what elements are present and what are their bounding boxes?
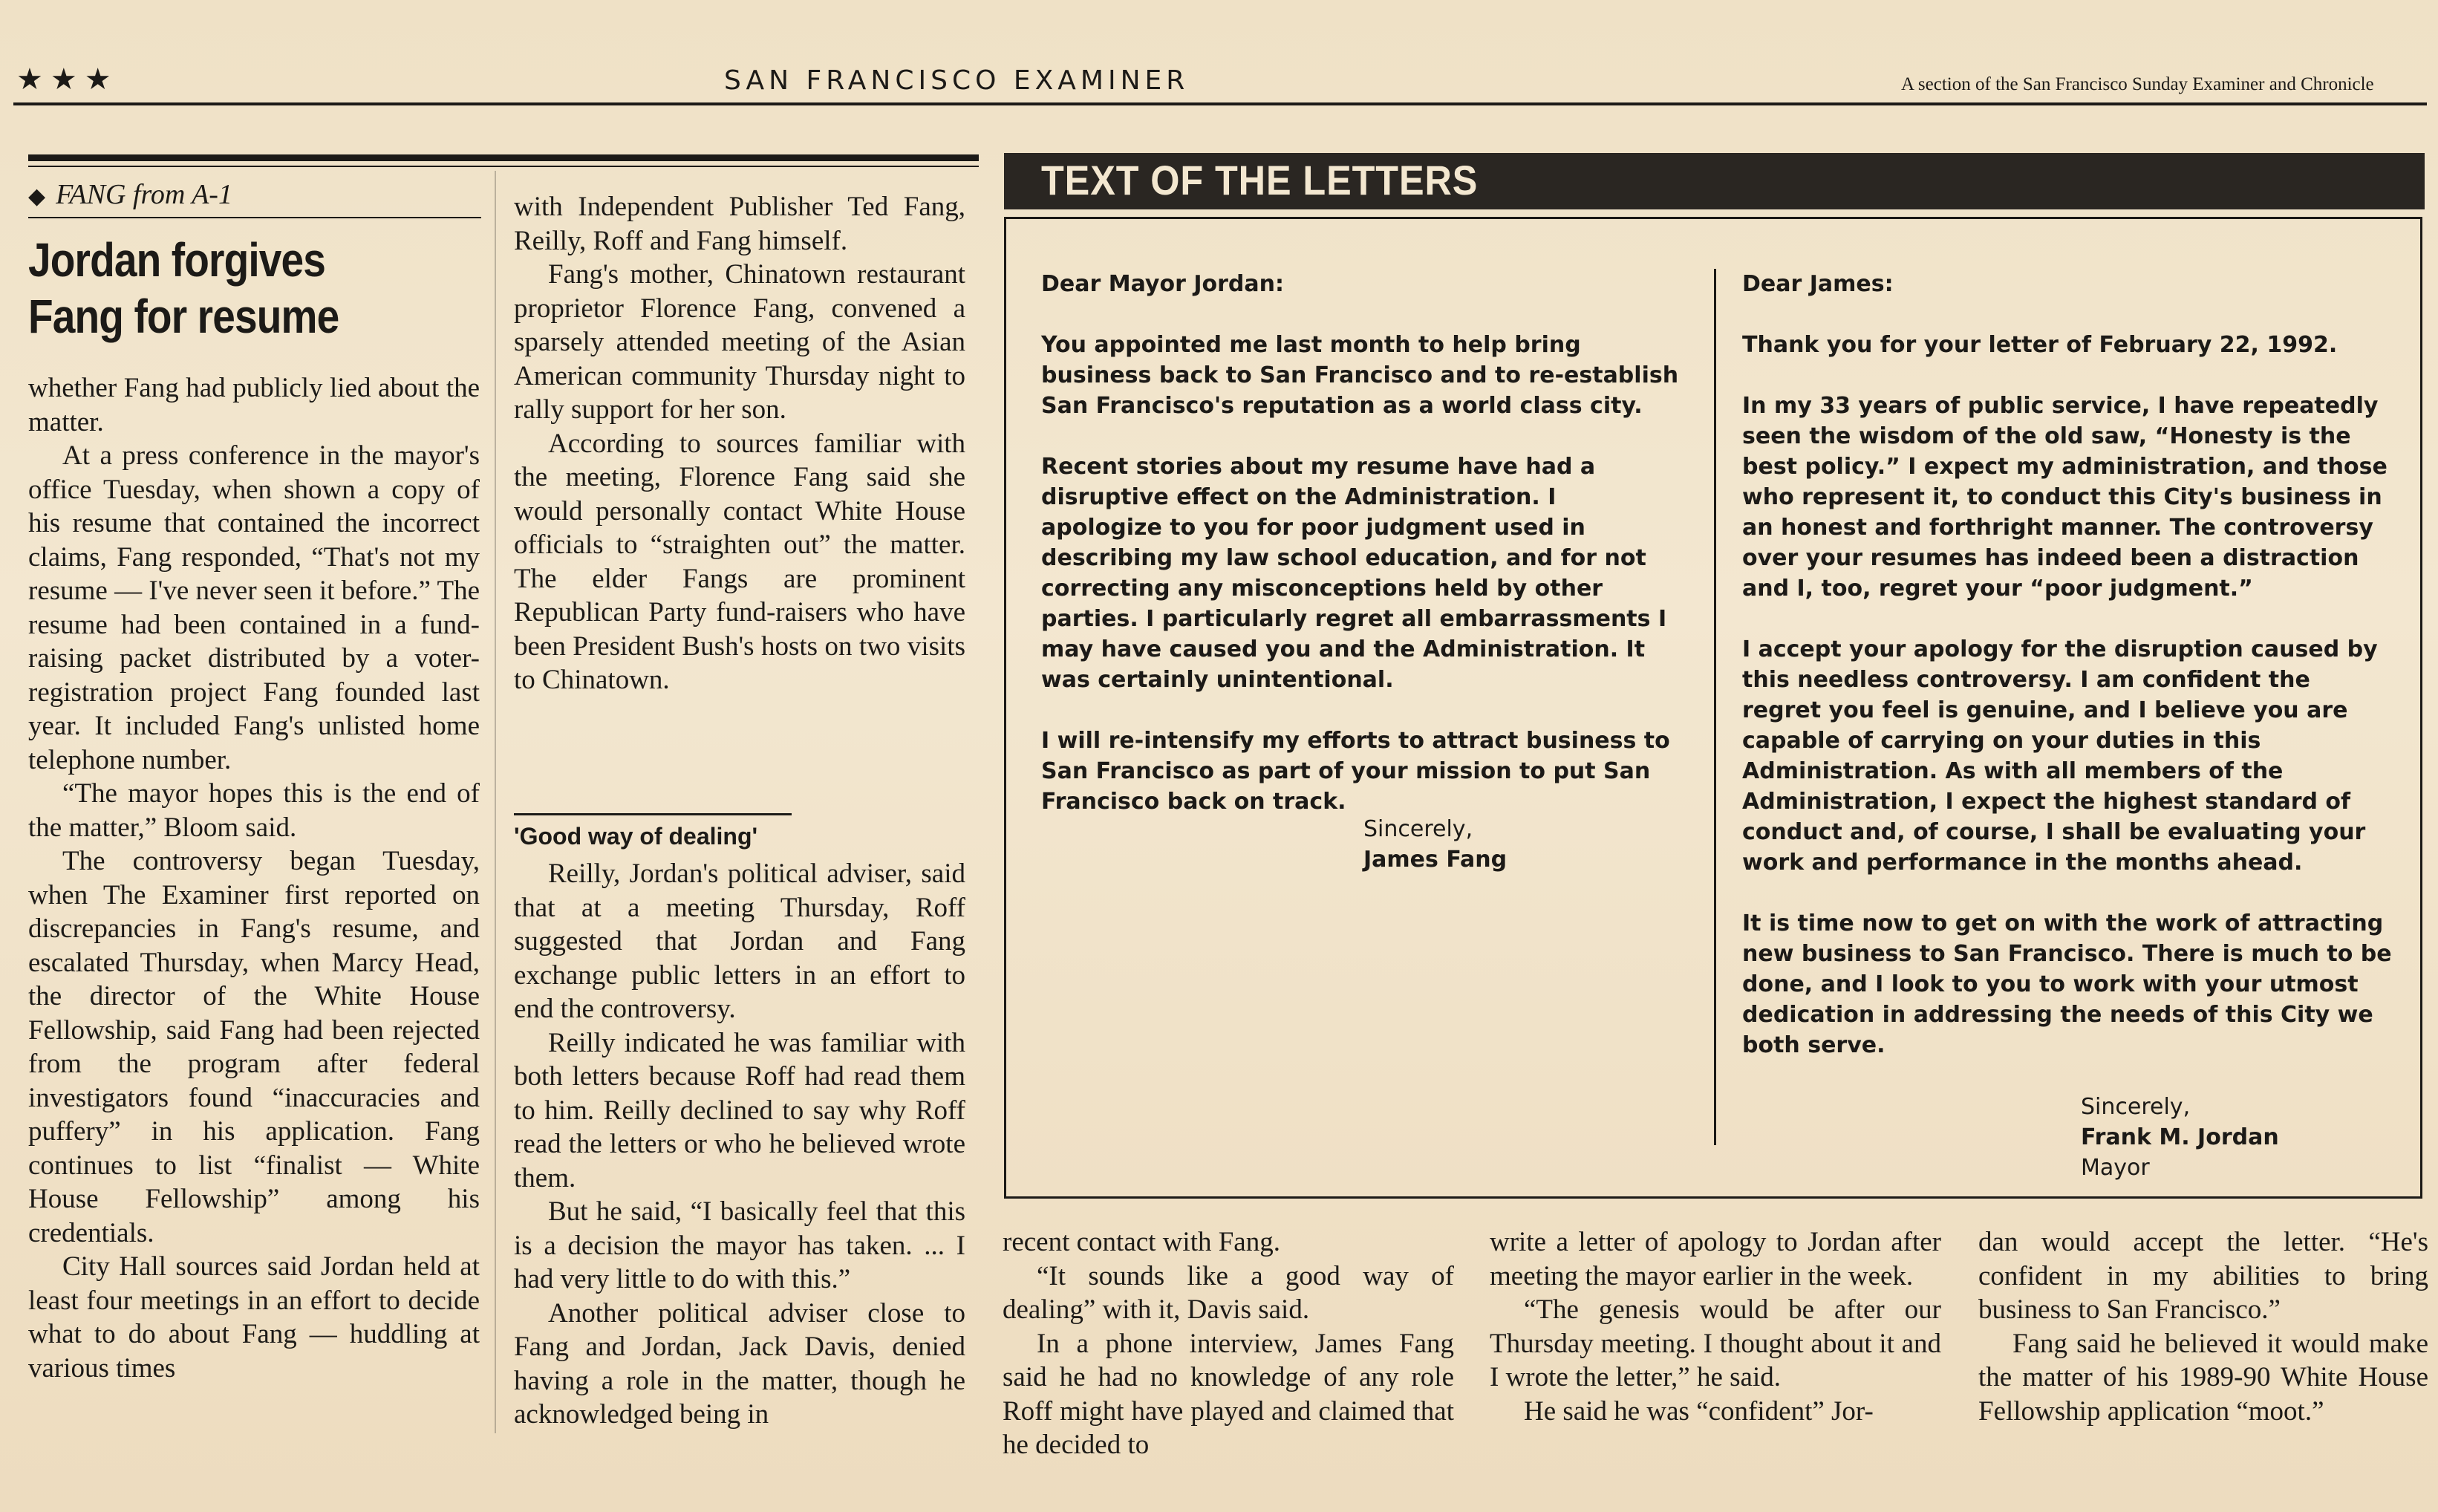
diamond-icon: ◆: [28, 184, 46, 209]
paragraph: According to sources familiar with the meeting, Florence Fang said she would personally contact White House officials to “straighten out” the matter. The elder Fangs are prominent Republican Party fund-raisers who have been President Bush's hosts on two visits to Chinatown.: [514, 428, 965, 695]
letter-salutation: Dear James:: [1742, 271, 1894, 297]
article-column-2b: [514, 857, 965, 1432]
jump-line: [28, 178, 232, 211]
letter-paragraph: In my 33 years of public service, I have repeatedly seen the wisdom of the old saw, “Honesty is the best policy.” I expect my administration, and those who represent it, to conduct this City's business in an honest and forthright manner. The controversy over your resumes has indeed been a distraction and I, too, regret your “poor judgment.”: [1742, 393, 2388, 602]
letter-signature: James Fang: [1363, 847, 1508, 873]
article-column-5: [1978, 1225, 2428, 1428]
section-rule-thin: [28, 166, 979, 167]
jump-rule: [28, 217, 481, 218]
paragraph: He said he was “confident” Jor-: [1524, 1395, 1874, 1427]
paragraph: In a phone interview, James Fang said he had no knowledge of any role Roff might have played and claimed that he decided to: [1003, 1328, 1454, 1460]
article-column-2a: [514, 190, 965, 697]
subhead-rule: [514, 813, 792, 815]
fang-letter: [1041, 269, 1680, 847]
jordan-letter: [1742, 269, 2396, 1091]
headline: [28, 232, 424, 345]
section-rule-thick: [28, 154, 979, 161]
letter-paragraph: Recent stories about my resume have had a disruptive effect on the Administration. I apologize to you for poor judgment used in describing my law school education, and for not correcting any misconceptions held by other parties. I particularly regret all embarrassments I may have caused you and the Administration. It was certainly unintentional.: [1041, 454, 1667, 693]
paragraph: Fang's mother, Chinatown restaurant proprietor Florence Fang, convened a sparsely attended meeting of the Asian American community Thursday night to rally support for her son.: [514, 259, 965, 425]
jordan-signature-block: [2081, 1092, 2279, 1183]
headline-line-1: Jordan forgives: [28, 233, 326, 287]
paragraph: “The mayor hopes this is the end of the matter,” Bloom said.: [28, 778, 480, 843]
paragraph: The controversy began Tuesday, when The Examiner first reported on discrepancies in Fang's resume, and escalated Thursday, when Marcy Head, the director of the White House Fellowship, said Fang had been rejected from the program after federal investigators found “inaccuracies and puffery” in his application. Fang continues to list “finalist — White House Fellowship” among his credentials.: [28, 846, 480, 1248]
paragraph: dan would accept the letter. “He's confident in my abilities to bring business to San Francisco.”: [1978, 1227, 2428, 1325]
letter-signature: Frank M. Jordan: [2081, 1124, 2279, 1150]
masthead-rule: [13, 102, 2427, 105]
paragraph: At a press conference in the mayor's office Tuesday, when shown a copy of his resume that contained the incorrect claims, Fang responded, “That's not my resume — I've never seen it before.” The resume had been contained in a fund-raising packet distributed by a voter-registration project Fang founded last year. It included Fang's unlisted home telephone number.: [28, 440, 480, 775]
paragraph: Reilly indicated he was familiar with both letters because Roff had read them to him. Reilly declined to say why Roff read the letters or who he believed wrote them.: [514, 1027, 965, 1193]
paragraph: recent contact with Fang.: [1003, 1227, 1280, 1257]
masthead-tagline: A section of the San Francisco Sunday Examiner and Chronicle: [1901, 74, 2374, 94]
masthead-stars: ★★★: [16, 62, 119, 97]
paragraph: Another political adviser close to Fang and Jordan, Jack Davis, denied having a role in the matter, though he acknowledged being in: [514, 1297, 965, 1430]
fang-signature-block: [1363, 814, 1507, 875]
subhead: 'Good way of dealing': [514, 823, 758, 850]
article-column-3: [1003, 1225, 1454, 1462]
masthead-title: SAN FRANCISCO EXAMINER: [724, 65, 1190, 96]
letter-paragraph: It is time now to get on with the work of attracting new business to San Francisco. There is much to be done, and I look to you to work with your utmost dedication in addressing the needs of this City we both serve.: [1742, 910, 2392, 1058]
paragraph: But he said, “I basically feel that this is a decision the mayor has taken. ... I had very little to do with this.”: [514, 1196, 965, 1294]
paragraph: “The genesis would be after our Thursday meeting. I thought about it and I wrote the letter,” he said.: [1490, 1294, 1941, 1392]
paragraph: City Hall sources said Jordan held at least four meetings in an effort to decide what to do about Fang — huddling at various times: [28, 1251, 480, 1384]
letters-divider: [1714, 269, 1716, 1145]
paragraph: write a letter of apology to Jordan after meeting the mayor earlier in the week.: [1490, 1227, 1941, 1291]
paragraph: whether Fang had publicly lied about the matter.: [28, 373, 480, 437]
jump-text: FANG from A-1: [56, 179, 232, 210]
letter-paragraph: You appointed me last month to help bring business back to San Francisco and to re-establish San Francisco's reputation as a world class city.: [1041, 332, 1679, 419]
letter-paragraph: I will re-intensify my efforts to attract business to San Francisco as part of your mission to put San Francisco back on track.: [1041, 728, 1670, 815]
article-column-1: [28, 371, 480, 1385]
paragraph: Reilly, Jordan's political adviser, said that at a meeting Thursday, Roff suggested that Jordan and Fang exchange public letters in an effort to end the controversy.: [514, 858, 965, 1024]
paragraph: with Independent Publisher Ted Fang, Reilly, Roff and Fang himself.: [514, 192, 965, 256]
letter-salutation: Dear Mayor Jordan:: [1041, 271, 1284, 297]
letter-paragraph: I accept your apology for the disruption caused by this needless controversy. I am confident the regret you feel is genuine, and I believe you are capable of carrying on your duties in this Administration. As with all members of the Administration, I expect the highest standard of conduct and, of course, I shall be evaluating your work and performance in the months ahead.: [1742, 636, 2378, 876]
column-divider: [495, 171, 496, 1433]
letter-paragraph: Thank you for your letter of February 22, 1992.: [1742, 332, 2338, 358]
letter-closing: Sincerely,: [1363, 816, 1473, 842]
letter-signer-title: Mayor: [2081, 1155, 2150, 1181]
letter-closing: Sincerely,: [2081, 1094, 2191, 1120]
article-column-4: [1490, 1225, 1941, 1428]
letters-banner-title: TEXT OF THE LETTERS: [1041, 157, 1479, 203]
paragraph: “It sounds like a good way of dealing” with it, Davis said.: [1003, 1260, 1454, 1325]
paragraph: Fang said he believed it would make the matter of his 1989-90 White House Fellowship application “moot.”: [1978, 1328, 2428, 1427]
headline-line-2: Fang for resume: [28, 290, 339, 343]
